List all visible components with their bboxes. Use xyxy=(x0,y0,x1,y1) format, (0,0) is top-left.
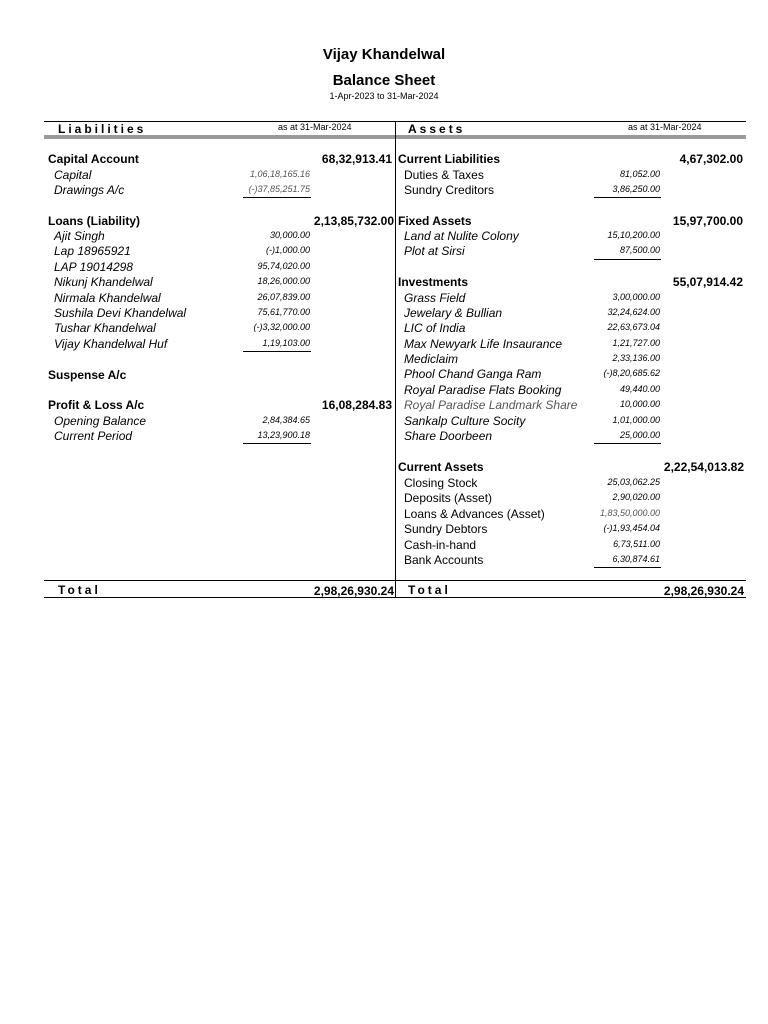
ledger-name: LIC of India xyxy=(404,321,466,335)
assets-heading: Assets xyxy=(408,122,466,136)
ledger-amount: 2,84,384.65 xyxy=(262,415,310,425)
subtotal-underline xyxy=(594,259,661,260)
ledger-amount: 18,26,000.00 xyxy=(257,276,310,286)
group-capital-account: Capital Account xyxy=(48,152,139,166)
ledger-amount: (-)37,85,251.75 xyxy=(248,184,310,194)
ledger-amount: 32,24,624.00 xyxy=(607,307,660,317)
ledger-amount: 6,30,874.61 xyxy=(612,554,660,564)
ledger-name: Vijay Khandelwal Huf xyxy=(54,337,168,351)
group-total-capital-account: 68,32,913.41 xyxy=(321,152,392,166)
ledger-name: Ajit Singh xyxy=(54,229,105,243)
subtotal-underline xyxy=(594,197,661,198)
ledger-name: LAP 19014298 xyxy=(54,260,133,274)
ledger-name: Tushar Khandelwal xyxy=(54,321,156,335)
group-current-liabilities: Current Liabilities xyxy=(398,152,501,166)
subtotal-underline xyxy=(594,443,661,444)
group-total-profit-loss-ac: 16,08,284.83 xyxy=(321,398,392,412)
assets-as-at: as at 31-Mar-2024 xyxy=(628,122,702,132)
ledger-name: Closing Stock xyxy=(404,476,478,490)
ledger-amount: 95,74,020.00 xyxy=(257,261,310,271)
group-suspense-ac: Suspense A/c xyxy=(48,368,127,382)
ledger-name: Share Doorbeen xyxy=(404,429,493,443)
subtotal-underline xyxy=(243,351,311,352)
total-top-rule xyxy=(44,580,746,581)
ledger-name: Loans & Advances (Asset) xyxy=(404,507,545,521)
liabilities-heading: Liabilities xyxy=(58,122,147,136)
ledger-amount: 81,052.00 xyxy=(619,169,660,179)
ledger-amount: 26,07,839.00 xyxy=(257,292,310,302)
ledger-amount: 1,01,000.00 xyxy=(612,415,660,425)
report-period: 1-Apr-2023 to 31-Mar-2024 xyxy=(329,91,439,101)
group-loans-liability: Loans (Liability) xyxy=(48,214,141,228)
ledger-name: Duties & Taxes xyxy=(404,168,484,182)
ledger-name: Plot at Sirsi xyxy=(404,244,465,258)
ledger-name: Opening Balance xyxy=(54,414,147,428)
ledger-amount: 25,03,062.25 xyxy=(607,477,660,487)
ledger-amount: 22,63,673.04 xyxy=(607,322,660,332)
ledger-name: Sushila Devi Khandelwal xyxy=(54,306,187,320)
ledger-amount: 3,86,250.00 xyxy=(612,184,660,194)
assets-total-label: Total xyxy=(408,583,451,597)
ledger-amount: 2,90,020.00 xyxy=(612,492,660,502)
liabilities-total-label: Total xyxy=(58,583,101,597)
ledger-name: Jewelary & Bullian xyxy=(404,306,503,320)
ledger-amount: 6,73,511.00 xyxy=(613,539,660,549)
group-total-fixed-assets: 15,97,700.00 xyxy=(672,214,743,228)
ledger-name: Royal Paradise Flats Booking xyxy=(404,383,562,397)
subtotal-underline xyxy=(243,443,311,444)
ledger-name: Capital xyxy=(54,168,92,182)
ledger-name: Nikunj Khandelwal xyxy=(54,275,153,289)
group-fixed-assets: Fixed Assets xyxy=(398,214,472,228)
report-title: Balance Sheet xyxy=(332,72,436,89)
column-divider xyxy=(395,121,396,597)
ledger-amount: 15,10,200.00 xyxy=(607,230,660,240)
ledger-amount: 75,61,770.00 xyxy=(257,307,310,317)
ledger-amount: 25,000.00 xyxy=(619,430,660,440)
company-name: Vijay Khandelwal xyxy=(322,46,446,63)
assets-total-amount: 2,98,26,930.24 xyxy=(663,584,744,598)
ledger-name: Drawings A/c xyxy=(54,183,125,197)
ledger-amount: 1,06,18,165.16 xyxy=(249,169,310,179)
ledger-name: Deposits (Asset) xyxy=(404,491,493,505)
ledger-amount: (-)1,93,454.04 xyxy=(603,523,660,533)
liabilities-as-at: as at 31-Mar-2024 xyxy=(278,122,352,132)
ledger-amount: 2,33,136.00 xyxy=(612,353,660,363)
ledger-name: Sundry Creditors xyxy=(404,183,495,197)
ledger-name: Land at Nulite Colony xyxy=(404,229,519,243)
ledger-name: Royal Paradise Landmark Share xyxy=(404,398,578,412)
ledger-amount: 1,19,103.00 xyxy=(262,338,310,348)
ledger-amount: 10,000.00 xyxy=(619,399,660,409)
subtotal-underline xyxy=(594,567,661,568)
ledger-name: Mediclaim xyxy=(404,352,459,366)
ledger-name: Current Period xyxy=(54,429,133,443)
ledger-amount: 87,500.00 xyxy=(619,245,660,255)
group-total-current-liabilities: 4,67,302.00 xyxy=(679,152,743,166)
ledger-amount: 49,440.00 xyxy=(619,384,660,394)
ledger-amount: 1,83,50,000.00 xyxy=(599,508,660,518)
ledger-name: Phool Chand Ganga Ram xyxy=(404,367,542,381)
ledger-name: Grass Field xyxy=(404,291,466,305)
ledger-name: Sankalp Culture Socity xyxy=(404,414,526,428)
ledger-name: Cash-in-hand xyxy=(404,538,477,552)
group-total-current-assets: 2,22,54,013.82 xyxy=(663,460,744,474)
ledger-amount: 1,21,727.00 xyxy=(612,338,660,348)
ledger-name: Max Newyark Life Insaurance xyxy=(404,337,563,351)
ledger-amount: 30,000.00 xyxy=(269,230,310,240)
ledger-amount: (-)8,20,685.62 xyxy=(603,368,660,378)
group-current-assets: Current Assets xyxy=(398,460,484,474)
ledger-amount: 13,23,900.18 xyxy=(257,430,310,440)
group-profit-loss-ac: Profit & Loss A/c xyxy=(48,398,145,412)
ledger-name: Bank Accounts xyxy=(404,553,484,567)
ledger-name: Nirmala Khandelwal xyxy=(54,291,161,305)
group-total-loans-liability: 2,13,85,732.00 xyxy=(313,214,394,228)
liabilities-total-amount: 2,98,26,930.24 xyxy=(313,584,394,598)
ledger-amount: (-)1,000.00 xyxy=(265,245,310,255)
ledger-name: Sundry Debtors xyxy=(404,522,488,536)
subtotal-underline xyxy=(243,197,311,198)
group-total-investments: 55,07,914.42 xyxy=(672,275,743,289)
group-investments: Investments xyxy=(398,275,469,289)
ledger-amount: (-)3,32,000.00 xyxy=(253,322,310,332)
ledger-name: Lap 18965921 xyxy=(54,244,131,258)
ledger-amount: 3,00,000.00 xyxy=(612,292,660,302)
